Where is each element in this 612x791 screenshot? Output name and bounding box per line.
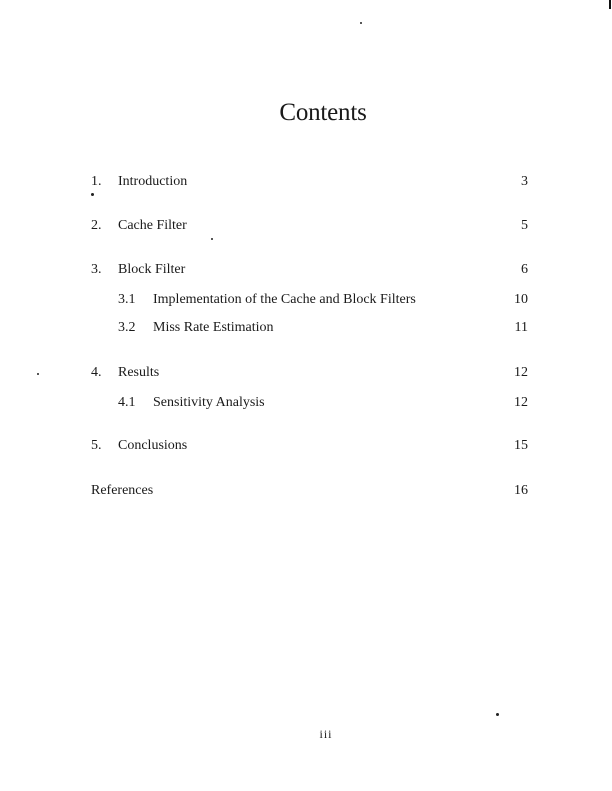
toc-entry-conclusions <box>0 436 612 456</box>
scan-speck <box>211 238 213 240</box>
toc-entry-sensitivity <box>0 393 612 413</box>
toc-entry-number: 3. <box>91 262 102 277</box>
toc-entry-number: 3.1 <box>118 292 136 307</box>
toc-entry-label: Conclusions <box>118 438 188 453</box>
toc-entry-label: Introduction <box>118 174 188 189</box>
toc-entry-page: 3 <box>521 174 528 189</box>
toc-entry-label: Sensitivity Analysis <box>153 395 265 410</box>
toc-entry-number: 2. <box>91 218 102 233</box>
toc-entry-page: 12 <box>514 365 528 380</box>
toc-entry-label: Miss Rate Estimation <box>153 320 274 335</box>
toc-entry-page: 15 <box>514 438 528 453</box>
scan-speck <box>496 713 499 716</box>
toc-entry-page: 6 <box>521 262 528 277</box>
page-title: Contents <box>279 99 367 126</box>
toc-entry-page: 11 <box>514 320 528 335</box>
toc-entry-block-filter <box>0 260 612 280</box>
scan-edge-mark <box>609 0 611 9</box>
toc-entry-number: 5. <box>91 438 102 453</box>
toc-entry-number: 4. <box>91 365 102 380</box>
toc-entry-number: 4.1 <box>118 395 136 410</box>
toc-entry-label: References <box>91 483 154 498</box>
toc-entry-number: 3.2 <box>118 320 136 335</box>
scan-speck <box>91 193 94 196</box>
toc-entry-number: 1. <box>91 174 102 189</box>
toc-entry-page: 12 <box>514 395 528 410</box>
toc-entry-page: 5 <box>521 218 528 233</box>
page-number: iii <box>319 727 333 741</box>
toc-entry-implementation <box>0 290 612 310</box>
toc-entry-label: Results <box>118 365 160 380</box>
toc-entry-results <box>0 363 612 383</box>
toc-entry-references <box>0 481 612 501</box>
scan-speck <box>360 22 362 24</box>
toc-entry-page: 10 <box>514 292 528 307</box>
toc-entry-label: Implementation of the Cache and Block Filters <box>153 292 416 307</box>
toc-entry-label: Cache Filter <box>118 218 187 233</box>
toc-entry-miss-rate <box>0 318 612 338</box>
toc-entry-page: 16 <box>514 483 528 498</box>
scan-speck <box>37 373 39 375</box>
toc-entry-label: Block Filter <box>118 262 186 277</box>
toc-entry-introduction <box>0 172 612 192</box>
toc-entry-cache-filter <box>0 216 612 236</box>
